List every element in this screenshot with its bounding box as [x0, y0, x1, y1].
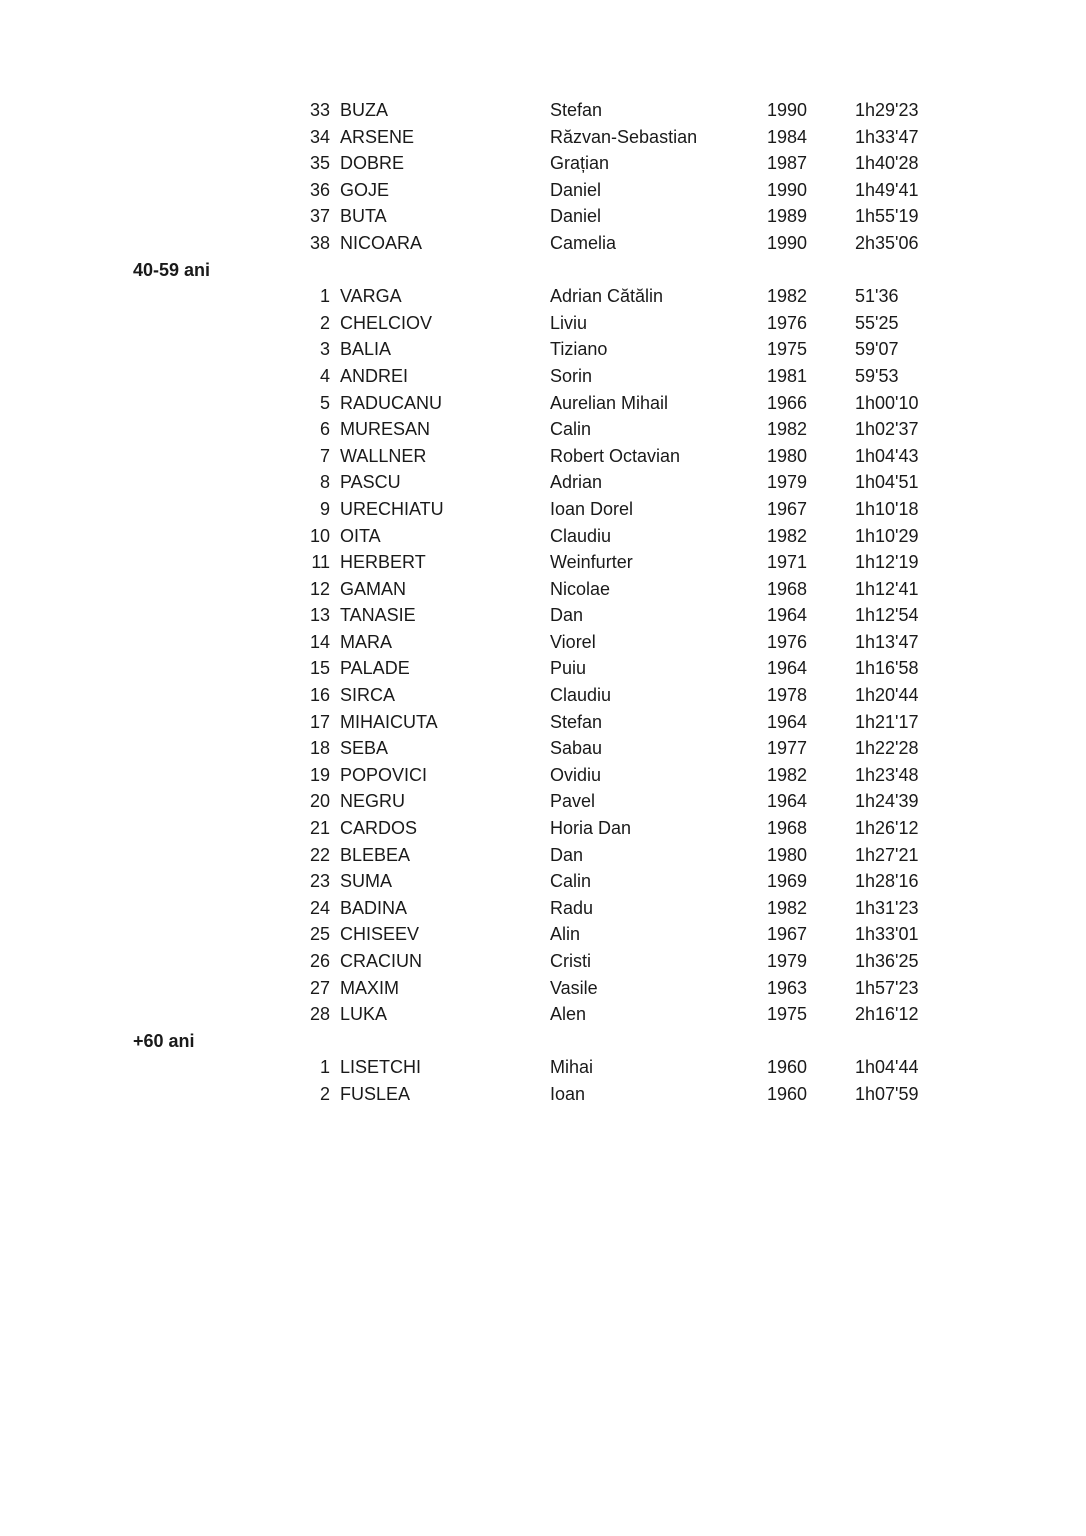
given-name-cell: Liviu	[550, 312, 588, 333]
rank-cell: 27	[309, 977, 330, 998]
result-row	[0, 576, 1086, 603]
result-row	[0, 416, 1086, 443]
time-cell: 1h12'41	[855, 578, 919, 599]
rank-cell: 23	[309, 871, 330, 892]
rank-cell: 34	[309, 126, 330, 147]
result-row	[0, 1001, 1086, 1028]
result-row	[0, 762, 1086, 789]
rank-cell: 33	[309, 100, 330, 120]
result-row	[0, 921, 1086, 948]
result-row	[0, 788, 1086, 815]
time-cell: 2h35'06	[855, 232, 919, 253]
surname-cell: URECHIATU	[340, 498, 444, 519]
rank-cell: 25	[309, 924, 330, 945]
time-cell: 1h40'28	[855, 153, 919, 174]
birth-year-cell: 1964	[767, 791, 808, 812]
time-cell: 1h28'16	[855, 871, 919, 892]
given-name-cell: Ovidiu	[550, 764, 602, 785]
birth-year-cell: 1990	[767, 100, 808, 120]
time-cell: 1h13'47	[855, 631, 919, 652]
result-row	[0, 310, 1086, 337]
section-header: 40-59 ani	[133, 259, 211, 280]
results-list	[0, 97, 1086, 1108]
birth-year-cell: 1979	[767, 472, 808, 493]
time-cell: 1h12'19	[855, 552, 919, 573]
birth-year-cell: 1980	[767, 844, 808, 865]
given-name-cell: Claudiu	[550, 525, 612, 546]
surname-cell: FUSLEA	[340, 1083, 411, 1104]
section-header-line	[0, 257, 1086, 284]
surname-cell: LISETCHI	[340, 1057, 422, 1078]
given-name-cell: Robert Octavian	[550, 445, 681, 466]
rank-cell: 35	[309, 153, 330, 174]
rank-cell: 4	[319, 365, 330, 386]
surname-cell: NICOARA	[340, 232, 423, 253]
surname-cell: POPOVICI	[340, 764, 428, 785]
time-cell: 2h16'12	[855, 1004, 919, 1025]
time-cell: 55'25	[855, 312, 899, 333]
birth-year-cell: 1982	[767, 286, 808, 307]
birth-year-cell: 1979	[767, 951, 808, 971]
time-cell: 59'53	[855, 365, 899, 386]
surname-cell: GAMAN	[340, 578, 407, 599]
section-header: +60 ani	[133, 1030, 195, 1051]
birth-year-cell: 1963	[767, 977, 808, 998]
rank-cell: 6	[319, 419, 330, 440]
birth-year-cell: 1987	[767, 153, 808, 174]
time-cell: 1h33'47	[855, 126, 919, 147]
result-row	[0, 1081, 1086, 1108]
birth-year-cell: 1975	[767, 1004, 808, 1025]
result-row	[0, 735, 1086, 762]
birth-year-cell: 1989	[767, 206, 808, 227]
birth-year-cell: 1966	[767, 392, 808, 413]
surname-cell: PALADE	[340, 658, 410, 679]
rank-cell: 1	[319, 286, 330, 307]
given-name-cell: Alen	[550, 1004, 587, 1025]
time-cell: 1h16'58	[855, 658, 919, 679]
time-cell: 1h33'01	[855, 924, 919, 945]
birth-year-cell: 1990	[767, 179, 808, 200]
time-cell: 1h04'43	[855, 445, 919, 466]
given-name-cell: Sabau	[550, 738, 603, 759]
rank-cell: 20	[309, 791, 330, 812]
birth-year-cell: 1964	[767, 711, 808, 732]
time-cell: 1h10'18	[855, 498, 919, 519]
rank-cell: 2	[319, 312, 330, 333]
birth-year-cell: 1967	[767, 498, 808, 519]
birth-year-cell: 1969	[767, 871, 808, 892]
given-name-cell: Stefan	[550, 100, 603, 120]
result-row	[0, 523, 1086, 550]
rank-cell: 22	[309, 844, 330, 865]
result-row	[0, 629, 1086, 656]
birth-year-cell: 1982	[767, 525, 808, 546]
given-name-cell: Dan	[550, 844, 584, 865]
surname-cell: PASCU	[340, 472, 401, 493]
time-cell: 59'07	[855, 339, 899, 360]
rank-cell: 24	[309, 897, 330, 918]
surname-cell: BALIA	[340, 339, 392, 360]
birth-year-cell: 1968	[767, 578, 808, 599]
surname-cell: ARSENE	[340, 126, 415, 147]
surname-cell: BLEBEA	[340, 844, 411, 865]
birth-year-cell: 1976	[767, 631, 808, 652]
rank-cell: 11	[311, 552, 330, 573]
result-row	[0, 150, 1086, 177]
rank-cell: 14	[309, 631, 330, 652]
result-row	[0, 230, 1086, 257]
surname-cell: SUMA	[340, 871, 393, 892]
result-row	[0, 390, 1086, 417]
time-cell: 1h26'12	[855, 818, 919, 839]
rank-cell: 21	[309, 818, 330, 839]
rank-cell: 17	[309, 711, 330, 732]
time-cell: 1h12'54	[855, 605, 919, 626]
result-row	[0, 177, 1086, 204]
time-cell: 1h31'23	[855, 897, 919, 918]
surname-cell: SEBA	[340, 738, 389, 759]
surname-cell: SIRCA	[340, 685, 396, 706]
surname-cell: MAXIM	[340, 977, 400, 998]
birth-year-cell: 1960	[767, 1083, 808, 1104]
given-name-cell: Ioan Dorel	[550, 498, 634, 519]
result-row	[0, 496, 1086, 523]
rank-cell: 2	[319, 1083, 330, 1104]
surname-cell: CARDOS	[340, 818, 418, 839]
given-name-cell: Grațian	[550, 153, 610, 174]
rank-cell: 18	[309, 738, 330, 759]
rank-cell: 5	[319, 392, 330, 413]
surname-cell: BADINA	[340, 897, 408, 918]
given-name-cell: Horia Dan	[550, 818, 632, 839]
time-cell: 1h36'25	[855, 951, 919, 971]
given-name-cell: Puiu	[550, 658, 587, 679]
given-name-cell: Radu	[550, 897, 594, 918]
birth-year-cell: 1968	[767, 818, 808, 839]
rank-cell: 13	[309, 605, 330, 626]
given-name-cell: Adrian	[550, 472, 603, 493]
birth-year-cell: 1964	[767, 605, 808, 626]
given-name-cell: Tiziano	[550, 339, 608, 360]
rank-cell: 3	[319, 339, 330, 360]
result-row	[0, 815, 1086, 842]
result-row	[0, 203, 1086, 230]
surname-cell: CHISEEV	[340, 924, 420, 945]
birth-year-cell: 1971	[767, 552, 808, 573]
surname-cell: CRACIUN	[340, 951, 423, 971]
time-cell: 1h00'10	[855, 392, 919, 413]
result-row	[0, 842, 1086, 869]
given-name-cell: Calin	[550, 419, 592, 440]
rank-cell: 16	[309, 685, 330, 706]
given-name-cell: Daniel	[550, 206, 602, 227]
result-row	[0, 709, 1086, 736]
result-row	[0, 283, 1086, 310]
result-row	[0, 443, 1086, 470]
surname-cell: TANASIE	[340, 605, 416, 626]
result-row	[0, 682, 1086, 709]
result-row	[0, 948, 1086, 975]
rank-cell: 37	[309, 206, 330, 227]
rank-cell: 26	[309, 951, 330, 971]
surname-cell: ANDREI	[340, 365, 409, 386]
rank-cell: 8	[319, 472, 330, 493]
rank-cell: 10	[309, 525, 330, 546]
time-cell: 1h57'23	[855, 977, 919, 998]
rank-cell: 28	[309, 1004, 330, 1025]
given-name-cell: Aurelian Mihail	[550, 392, 669, 413]
surname-cell: BUZA	[340, 100, 389, 120]
given-name-cell: Weinfurter	[550, 552, 633, 573]
result-row	[0, 655, 1086, 682]
surname-cell: LUKA	[340, 1004, 388, 1025]
result-row	[0, 602, 1086, 629]
given-name-cell: Vasile	[550, 977, 598, 998]
birth-year-cell: 1980	[767, 445, 808, 466]
surname-cell: MIHAICUTA	[340, 711, 438, 732]
time-cell: 1h29'23	[855, 100, 919, 120]
result-row	[0, 895, 1086, 922]
surname-cell: RADUCANU	[340, 392, 443, 413]
given-name-cell: Adrian Cătălin	[550, 286, 664, 307]
birth-year-cell: 1975	[767, 339, 808, 360]
given-name-cell: Nicolae	[550, 578, 611, 599]
birth-year-cell: 1960	[767, 1057, 808, 1078]
birth-year-cell: 1967	[767, 924, 808, 945]
rank-cell: 38	[309, 232, 330, 253]
time-cell: 1h02'37	[855, 419, 919, 440]
result-row	[0, 336, 1086, 363]
result-row	[0, 975, 1086, 1002]
time-cell: 1h27'21	[855, 844, 919, 865]
birth-year-cell: 1982	[767, 764, 808, 785]
given-name-cell: Sorin	[550, 365, 593, 386]
time-cell: 1h04'51	[855, 472, 919, 493]
surname-cell: GOJE	[340, 179, 390, 200]
given-name-cell: Pavel	[550, 791, 596, 812]
result-row	[0, 868, 1086, 895]
given-name-cell: Claudiu	[550, 685, 612, 706]
given-name-cell: Răzvan-Sebastian	[550, 126, 698, 147]
birth-year-cell: 1976	[767, 312, 808, 333]
surname-cell: OITA	[340, 525, 381, 546]
birth-year-cell: 1978	[767, 685, 808, 706]
surname-cell: WALLNER	[340, 445, 427, 466]
surname-cell: NEGRU	[340, 791, 406, 812]
birth-year-cell: 1984	[767, 126, 808, 147]
time-cell: 1h22'28	[855, 738, 919, 759]
time-cell: 1h23'48	[855, 764, 919, 785]
surname-cell: VARGA	[340, 286, 402, 307]
rank-cell: 7	[319, 445, 330, 466]
given-name-cell: Viorel	[550, 631, 596, 652]
surname-cell: DOBRE	[340, 153, 405, 174]
result-row	[0, 97, 1086, 124]
given-name-cell: Cristi	[550, 951, 591, 971]
result-row	[0, 469, 1086, 496]
time-cell: 51'36	[855, 286, 899, 307]
birth-year-cell: 1990	[767, 232, 808, 253]
time-cell: 1h55'19	[855, 206, 919, 227]
result-row	[0, 1054, 1086, 1081]
given-name-cell: Daniel	[550, 179, 602, 200]
birth-year-cell: 1964	[767, 658, 808, 679]
surname-cell: BUTA	[340, 206, 387, 227]
time-cell: 1h10'29	[855, 525, 919, 546]
rank-cell: 15	[309, 658, 330, 679]
result-row	[0, 549, 1086, 576]
birth-year-cell: 1977	[767, 738, 808, 759]
given-name-cell: Alin	[550, 924, 581, 945]
surname-cell: CHELCIOV	[340, 312, 433, 333]
rank-cell: 1	[319, 1057, 330, 1078]
time-cell: 1h49'41	[855, 179, 919, 200]
time-cell: 1h24'39	[855, 791, 919, 812]
rank-cell: 12	[309, 578, 330, 599]
given-name-cell: Mihai	[550, 1057, 594, 1078]
time-cell: 1h07'59	[855, 1083, 919, 1104]
result-row	[0, 124, 1086, 151]
birth-year-cell: 1982	[767, 419, 808, 440]
time-cell: 1h04'44	[855, 1057, 919, 1078]
given-name-cell: Dan	[550, 605, 584, 626]
rank-cell: 9	[319, 498, 330, 519]
surname-cell: HERBERT	[340, 552, 426, 573]
given-name-cell: Ioan	[550, 1083, 586, 1104]
section-header-line	[0, 1028, 1086, 1055]
result-row	[0, 363, 1086, 390]
birth-year-cell: 1982	[767, 897, 808, 918]
surname-cell: MURESAN	[340, 419, 431, 440]
time-cell: 1h21'17	[855, 711, 919, 732]
given-name-cell: Camelia	[550, 232, 617, 253]
rank-cell: 36	[309, 179, 330, 200]
birth-year-cell: 1981	[767, 365, 808, 386]
rank-cell: 19	[309, 764, 330, 785]
surname-cell: MARA	[340, 631, 393, 652]
given-name-cell: Calin	[550, 871, 592, 892]
given-name-cell: Stefan	[550, 711, 603, 732]
time-cell: 1h20'44	[855, 685, 919, 706]
